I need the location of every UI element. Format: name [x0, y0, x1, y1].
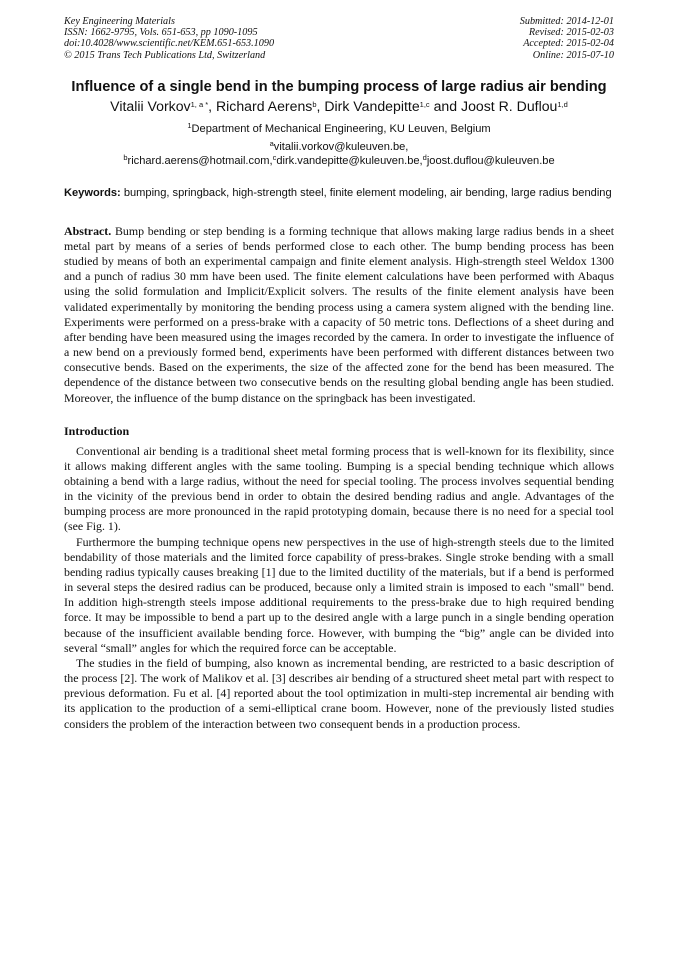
affiliation-marker: 1 [187, 120, 192, 130]
affiliation [64, 122, 614, 137]
publication-dates [520, 16, 614, 61]
abstract-text: Bump bending or step bending is a forming technique that allows making large radius bends in a sheet metal part by means of a series of bends performed close to each other. The bump bending process has been studied by means of both an experimental campaign and finite element analysis. High-strength steel Weldox 1300 and a punch of radius 30 mm have been used. The finite element calculations have been performed with Abaqus using the solid formulation and Implicit/Explicit solvers. The results of the finite element analysis have been validated experimentally by monitoring the bending process using a camera system aligned with the bending line. Experiments were performed on a press-brake with a capacity of 50 metric tons. Deflections of a sheet during and after bending have been measured using the images recorded by the camera. In order to investigate the influence of a new bend on a previously formed bend, experiments have been performed with different distances between two consecutive bends. Based on the experiments, the size of the affected zone for the bend has been measured. The dependence of the distance between two consecutive bends on the resulting global bending angle has been studied. Moreover, the influence of the bump distance on the springback has been investigated. [64, 223, 614, 405]
email-address: richard.aerens@hotmail.com, [127, 155, 273, 168]
email-address: joost.duflou@kuleuven.be [426, 155, 555, 168]
email-marker: a [269, 138, 274, 148]
journal-doi: doi:10.4028/www.scientific.net/KEM.651-653.1090 [64, 38, 275, 50]
date-submitted: Submitted: 2014-12-01 [519, 16, 614, 27]
email-line-2 [64, 154, 614, 169]
author-marker: 1,d [557, 99, 568, 109]
section-heading-introduction: Introduction [64, 423, 130, 438]
intro-paragraph: Conventional air bending is a traditional sheet metal forming process that is well-known for its flexibility, since it allows making different angles with the same tooling. Bumping is a special bending technique which allows obtaining a bend with a large radius, without the need for special tooling. The process involves sequential bending in the vicinity of the previous bend in order to obtain the desired bending radius and angle. Advantages of the bumping process are more pronounced in the rapid prototyping domain, because there is no need for a special tool (see Fig. 1). [64, 443, 614, 534]
email-marker: c [272, 153, 277, 163]
journal-info [64, 16, 274, 61]
intro-paragraph: The studies in the field of bumping, also known as incremental bending, are restricted to a basic description of the process [2]. The work of Malikov et al. [3] describes air bending of a structured sheet metal part with respect to previous deformation. Fu et al. [4] reported about the tool optimization in multi-step incremental air bending with its application to the production of a semi-elliptical crane boom. However, none of the previously listed studies considers the problem of the interaction between two consequent bends in a production process. [64, 655, 614, 731]
intro-paragraph: Furthermore the bumping technique opens new perspectives in the use of high-strength steels due to the limited bendability of those materials and the limited force capability of press-brakes. Single stroke bending with a small bending radius typically causes breaking [1] due to the limited ductility of the materials, but if a bend is performed in several steps the desired radius can be produced, because only a limited strain is imposed to each "small" bend. In addition high-strength steels impose additional requirements to the press-brake due to high required bending force. It may be impossible to bend a part up to the desired angle with a large punch in a single bending operation because of the insufficient available bending force. However, with bumping the “big” angle can be divided into several “small” angles for which the required force can be acceptable. [64, 534, 614, 655]
keywords-label: Keywords: [64, 186, 121, 199]
date-accepted: Accepted: 2015-02-04 [523, 38, 614, 50]
paper-title: Influence of a single bend in the bumping process of large radius air bending [71, 78, 607, 95]
author-marker: b [312, 99, 317, 109]
author-name: Dirk Vandepitte [324, 97, 420, 114]
email-address: vitalii.vorkov@kuleuven.be, [273, 140, 409, 153]
journal-copyright: © 2015 Trans Tech Publications Ltd, Switzerland [64, 49, 266, 61]
affiliation-text: Department of Mechanical Engineering, KU Leuven, Belgium [191, 122, 491, 135]
journal-header [64, 16, 614, 61]
email-line-1 [64, 140, 614, 155]
author-separator: , [316, 97, 325, 114]
author-separator: and [429, 97, 462, 114]
author-marker: 1, a * [190, 99, 209, 109]
author-name: Richard Aerens [215, 97, 313, 114]
email-address: dirk.vandepitte@kuleuven.be, [276, 155, 423, 168]
abstract-label: Abstract. [64, 223, 112, 238]
author-emails [64, 140, 614, 169]
keywords [64, 186, 614, 201]
paper-page [64, 16, 614, 732]
date-online: Online: 2015-07-10 [532, 49, 614, 61]
journal-name: Key Engineering Materials [64, 16, 175, 27]
author-name: Vitalii Vorkov [110, 97, 191, 114]
email-marker: d [422, 153, 427, 163]
author-name: Joost R. Duflou [461, 97, 558, 114]
journal-issn: ISSN: 1662-9795, Vols. 651-653, pp 1090-1095 [64, 27, 258, 39]
author-list [64, 97, 614, 116]
author-marker: 1,c [419, 99, 430, 109]
email-marker: b [123, 153, 128, 163]
author-separator: , [208, 97, 216, 114]
keywords-text: bumping, springback, high-strength steel, finite element modeling, air bending, large radius bending [123, 186, 612, 199]
date-revised: Revised: 2015-02-03 [528, 27, 614, 39]
abstract [64, 224, 614, 406]
